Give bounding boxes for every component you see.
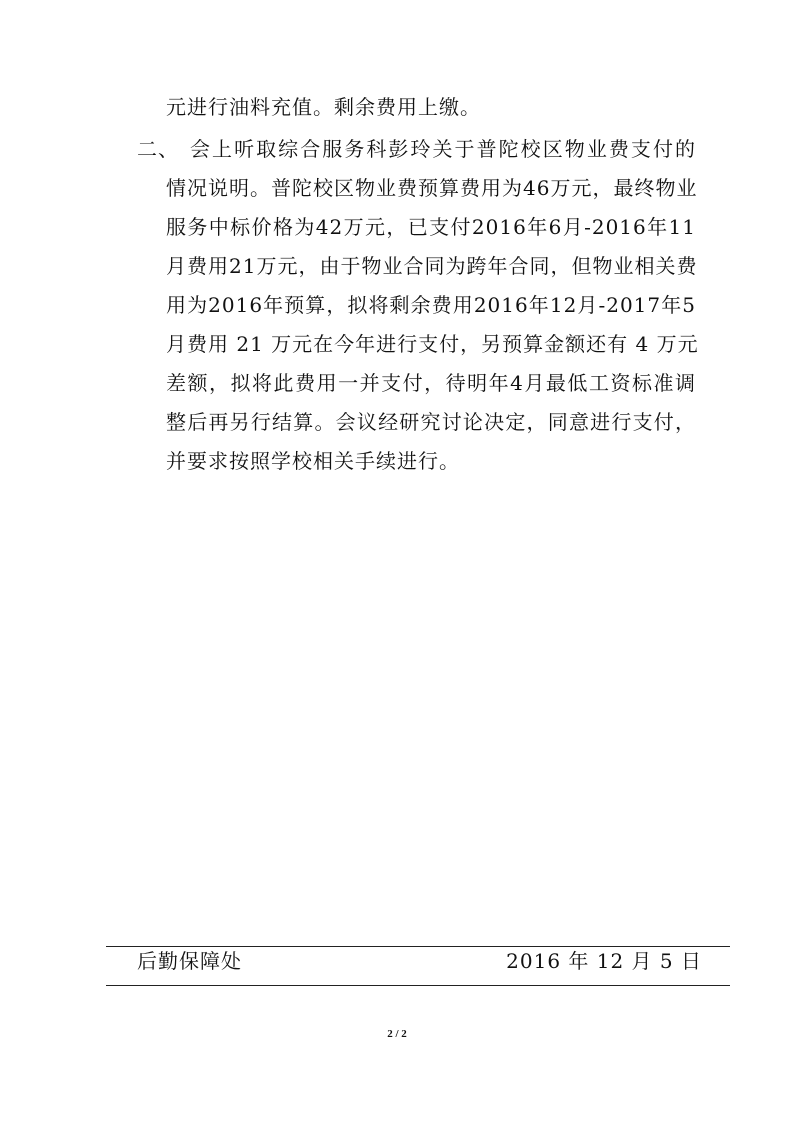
- footer-top-rule: [106, 946, 730, 947]
- footer-date: 2016 年 12 月 5 日: [506, 949, 702, 973]
- item-2-line-7: 差额，拟将此费用一并支付，待明年4月最低工资标准调: [166, 371, 696, 395]
- item-2-marker: 二、: [137, 137, 179, 161]
- footer-bottom-rule: [106, 985, 730, 986]
- item-2-line-8: 整后再另行结算。会议经研究讨论决定，同意进行支付，: [166, 410, 696, 434]
- item-2-line-6: 月费用 21 万元在今年进行支付，另预算金额还有 4 万元: [166, 332, 699, 356]
- item-2-line-1: 会上听取综合服务科彭玲关于普陀校区物业费支付的: [190, 137, 696, 161]
- item-2-line-9: 并要求按照学校相关手续进行。: [166, 449, 460, 473]
- item-2-line-4: 月费用21万元，由于物业合同为跨年合同，但物业相关费: [166, 254, 698, 278]
- item-2-line-2: 情况说明。普陀校区物业费预算费用为46万元，最终物业: [166, 176, 698, 200]
- continuation-line: 元进行油料充值。剩余费用上缴。: [166, 95, 481, 119]
- item-2-line-3: 服务中标价格为42万元，已支付2016年6月-2016年11: [166, 215, 696, 239]
- footer-department: 后勤保障处: [137, 949, 242, 973]
- item-2-line-5: 用为2016年预算，拟将剩余费用2016年12月-2017年5: [166, 293, 696, 317]
- page-number: 2 / 2: [387, 1028, 407, 1040]
